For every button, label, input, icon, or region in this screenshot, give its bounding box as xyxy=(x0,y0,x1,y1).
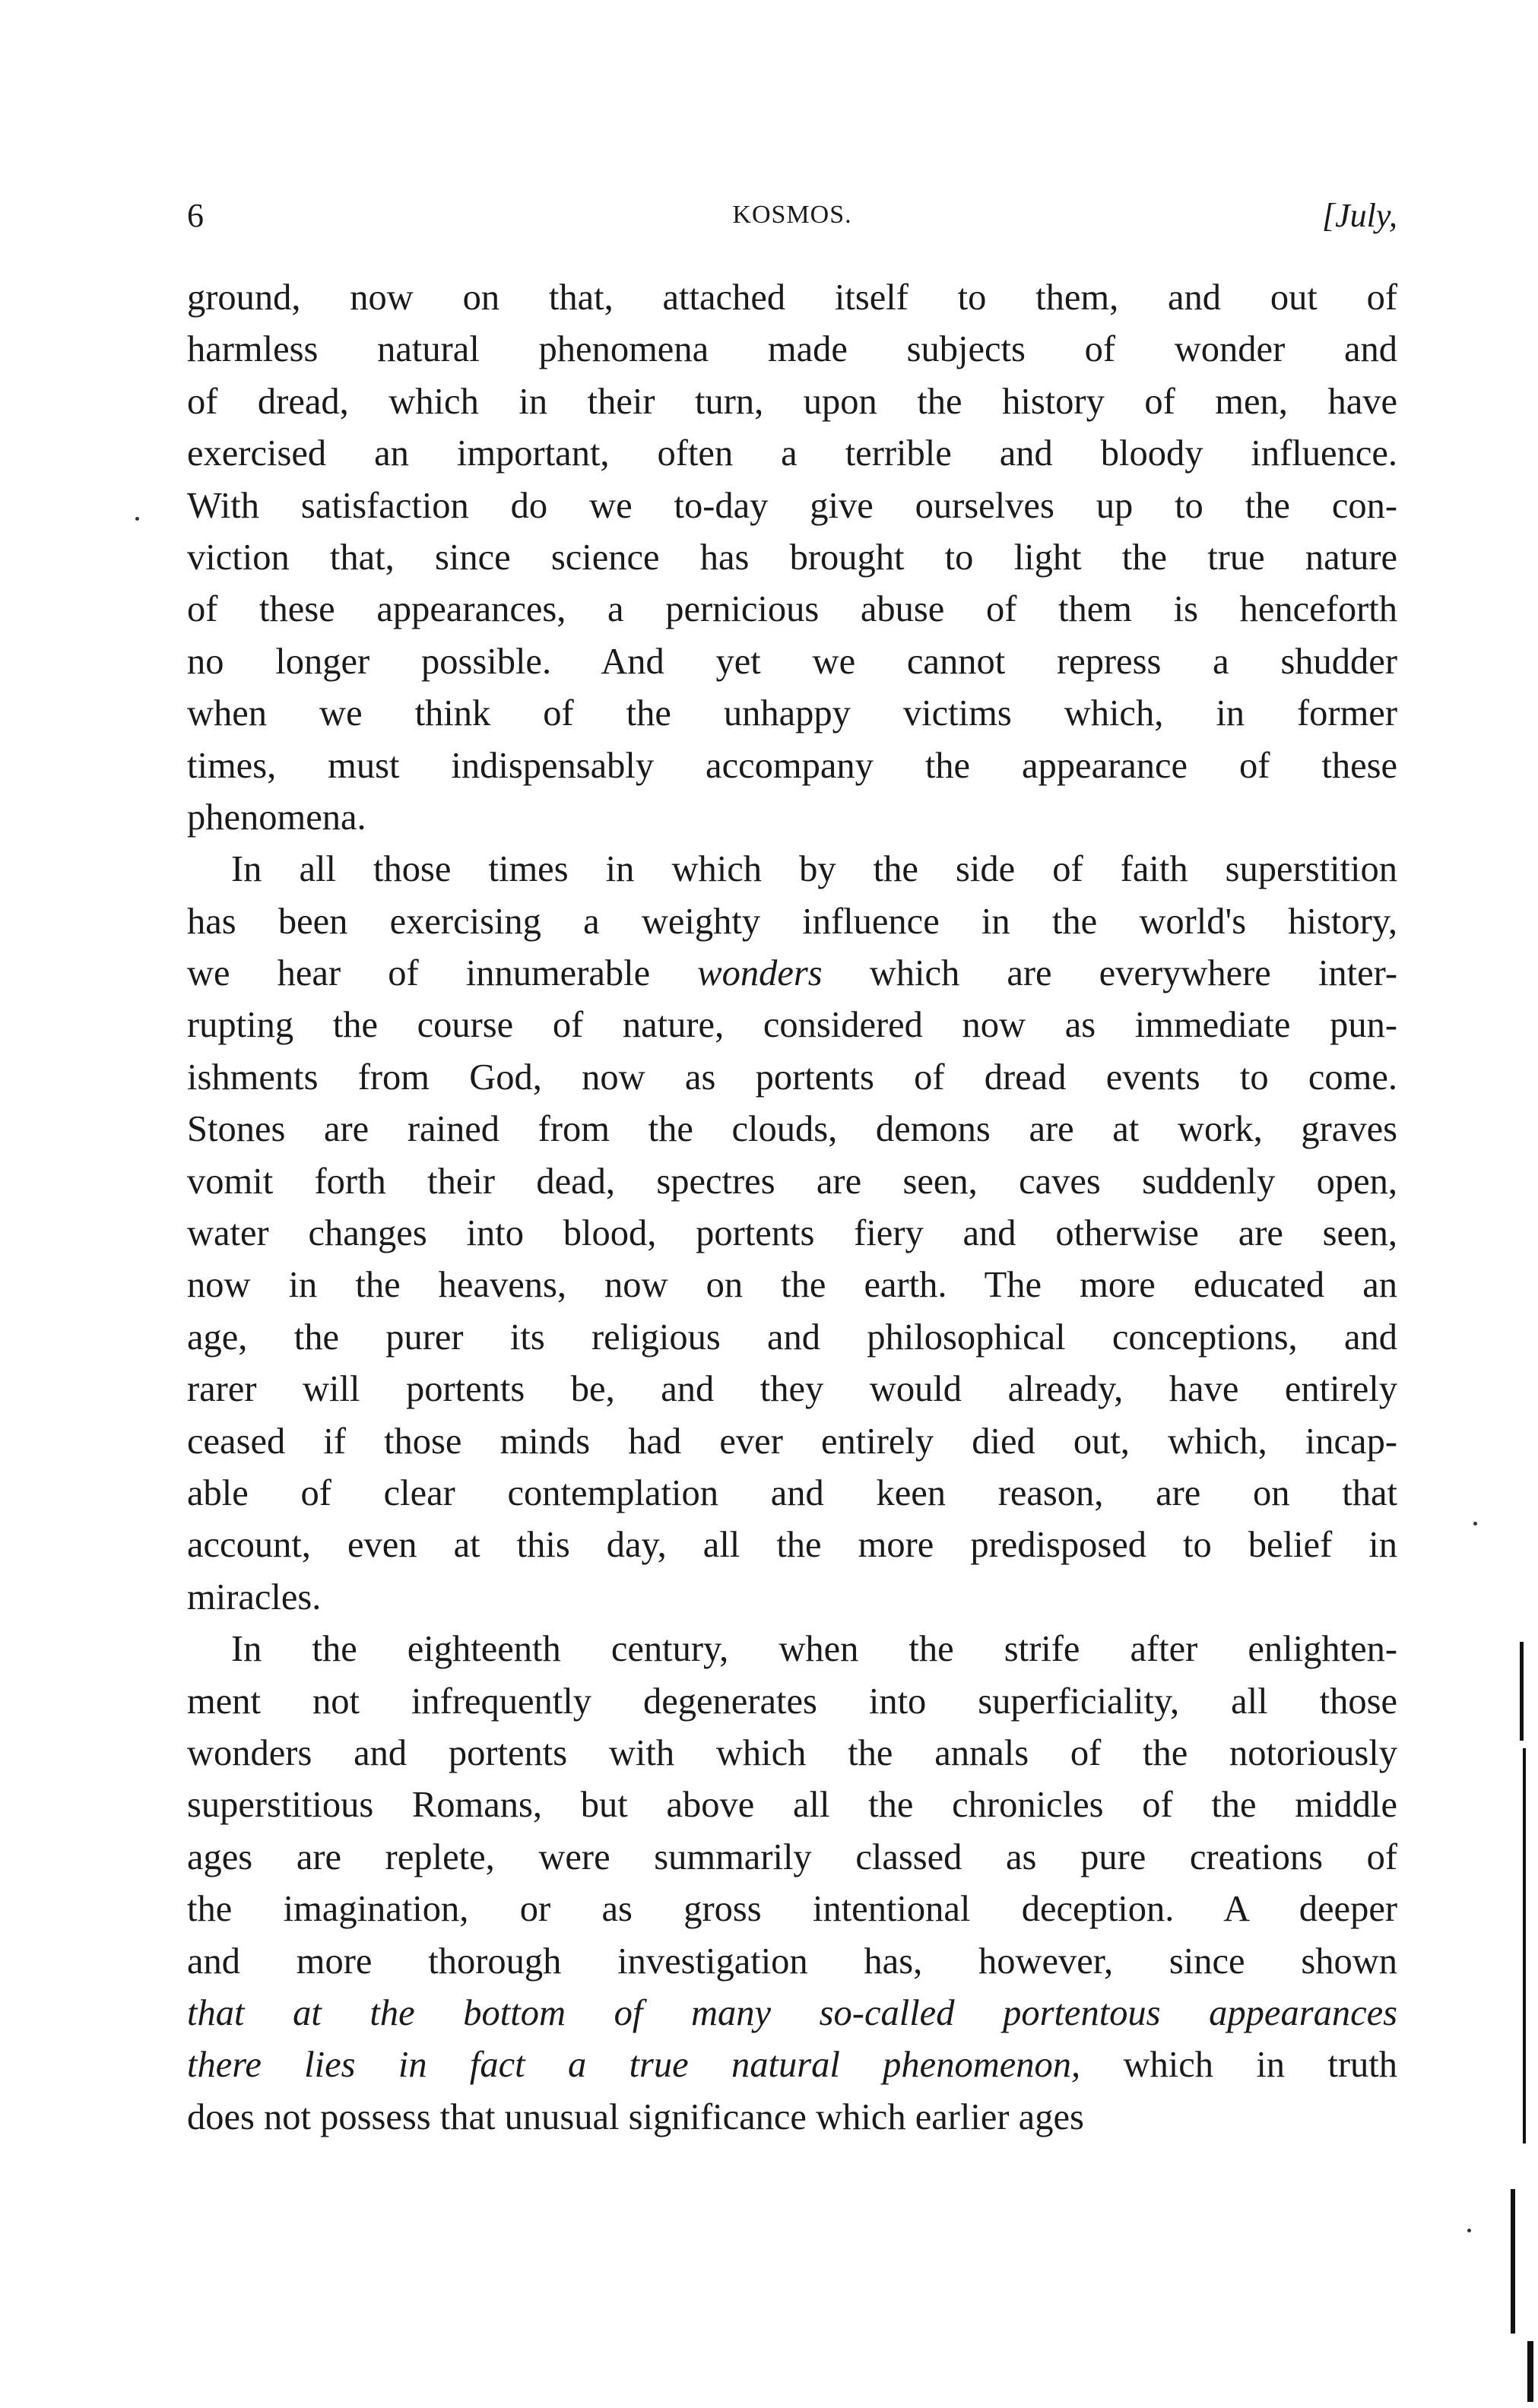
text-line: rarer will portents be, and they would already, have entirely xyxy=(187,1369,1397,1410)
body-text xyxy=(187,272,1397,2143)
text-line: ages are replete, were summarily classed as pure creations of xyxy=(187,1836,1397,1877)
text-line: wonders and portents with which the annals of the notoriously xyxy=(187,1732,1397,1773)
margin-dot xyxy=(1467,2229,1471,2232)
text-line xyxy=(187,948,1397,1000)
text-line: ment not infrequently degenerates into superficiality, all those xyxy=(187,1681,1397,1722)
text-segment: which are everywhere inter- xyxy=(822,953,1397,994)
text-line xyxy=(187,2039,1397,2091)
text-line: In all those times in which by the side of faith superstition xyxy=(231,849,1397,890)
italic-text: there lies in fact a true natural phenomenon, xyxy=(187,2045,1081,2086)
text-line: vomit forth their dead, spectres are seen, caves suddenly open, xyxy=(187,1161,1397,1202)
text-line: Stones are rained from the clouds, demons are at work, graves xyxy=(187,1109,1397,1150)
text-line: In the eighteenth century, when the strife after enlighten- xyxy=(231,1629,1397,1670)
text-line: account, even at this day, all the more predisposed to belief in xyxy=(187,1525,1397,1566)
text-line: superstitious Romans, but above all the chronicles of the middle xyxy=(187,1785,1397,1826)
text-line: harmless natural phenomena made subjects of wonder and xyxy=(187,329,1397,370)
text-line: no longer possible. And yet we cannot repress a shudder xyxy=(187,641,1397,682)
text-line: ishments from God, now as portents of dread events to come. xyxy=(187,1057,1397,1098)
text-line: phenomena. xyxy=(187,797,366,838)
text-line: when we think of the unhappy victims which, in former xyxy=(187,693,1397,734)
text-line: age, the purer its religious and philosophical conceptions, and xyxy=(187,1316,1397,1358)
text-line: the imagination, or as gross intentional deception. A deeper xyxy=(187,1889,1397,1930)
text-line: viction that, since science has brought to light the true nature xyxy=(187,537,1397,578)
text-line: has been exercising a weighty influence in the world's history, xyxy=(187,901,1397,942)
text-line: water changes into blood, portents fiery and otherwise are seen, xyxy=(187,1213,1397,1254)
text-line: now in the heavens, now on the earth. The more educated an xyxy=(187,1265,1397,1306)
margin-dot xyxy=(135,517,139,521)
italic-text: wonders xyxy=(697,953,823,994)
text-line: able of clear contemplation and keen reason, are on that xyxy=(187,1472,1397,1513)
text-line: of these appearances, a pernicious abuse of them is henceforth xyxy=(187,589,1397,630)
text-segment: which in truth xyxy=(1080,2045,1397,2086)
running-title: KOSMOS. xyxy=(732,201,852,229)
text-line: ceased if those minds had ever entirely died out, which, incap- xyxy=(187,1421,1397,1462)
page-edge-mark xyxy=(1511,2189,1515,2334)
margin-dot xyxy=(1473,1522,1477,1526)
text-line: and more thorough investigation has, however, since shown xyxy=(187,1941,1397,1982)
page-number: 6 xyxy=(187,197,204,234)
page-header xyxy=(187,196,1397,242)
text-line: of dread, which in their turn, upon the history of men, have xyxy=(187,381,1397,422)
page-edge-mark xyxy=(1527,2341,1533,2402)
text-line: exercised an important, often a terrible and bloody influence. xyxy=(187,433,1397,474)
text-segment: we hear of innumerable xyxy=(187,953,698,994)
text-line: times, must indispensably accompany the appearance of these xyxy=(187,745,1397,786)
text-line: With satisfaction do we to-day give ourselves up to the con- xyxy=(187,485,1397,526)
running-date: [July, xyxy=(1322,197,1397,234)
text-line: ground, now on that, attached itself to them, and out of xyxy=(187,277,1397,318)
text-line: does not possess that unusual significance which earlier ages xyxy=(187,2096,1084,2137)
page-edge-mark xyxy=(1520,1642,1524,1741)
text-line: rupting the course of nature, considered now as immediate pun- xyxy=(187,1005,1397,1046)
page-edge-mark xyxy=(1523,1748,1526,2143)
text-line: miracles. xyxy=(187,1576,322,1617)
italic-text: that at the bottom of many so-called portentous appearances xyxy=(187,1992,1397,2033)
text-line xyxy=(187,1988,1397,2039)
